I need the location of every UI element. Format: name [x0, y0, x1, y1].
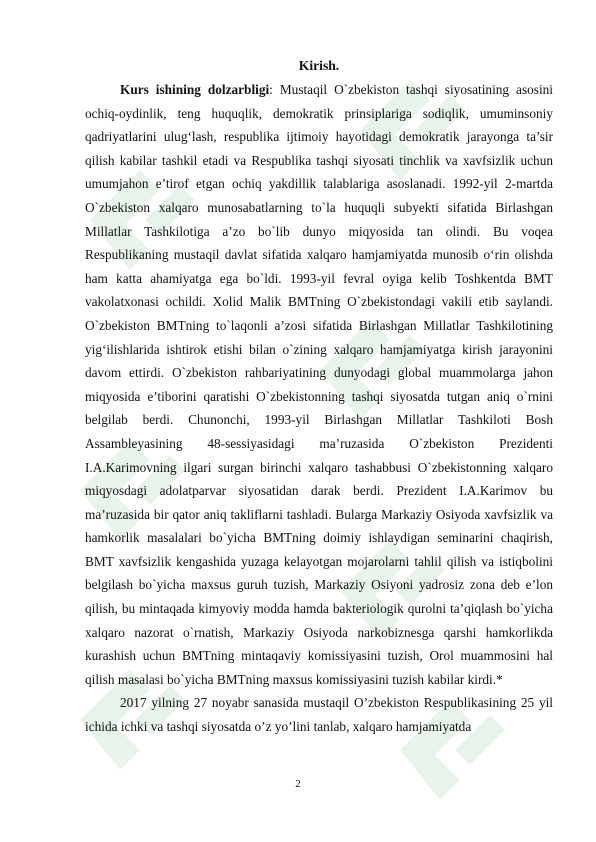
paragraph	[85, 691, 553, 738]
paragraph-lead: Kurs ishining dolzarbligi	[120, 82, 270, 97]
paragraph-text: Mustaqil O`zbekiston tashqi siyosatining asosini ochiq-oydinlik, teng huquqlik, demokratik prinsiplariga sodiqlik, umuminsoniy qadriyatlarini ulug‘lash, respublika ijtimoiy hayotidagi demokratik jarayonga ta’sir qilish kabilar tashkil etadi va Respublika tashqi siyosati tinchlik va xavfsizlik uchun umumjahon e’tirof etgan ochiq yakdillik talablariga asoslanadi. 1992-yil 2-martda O`zbekiston xalqaro munosabatlarning to`la huquqli subyekti sifatida Birlashgan Millatlar Tashkilotiga a’zo bo`lib dunyo miqyosida tan olindi. Bu voqea Respublikaning mustaqil davlat sifatida xalqaro hamjamiyatda munosib o‘rin olishda ham katta ahamiyatga ega bo`ldi. 1993-yil fevral oyiga kelib Toshkentda BMT vakolatxonasi ochildi. Xolid Malik BMTning O`zbekistondagi vakili etib saylandi. O`zbekiston BMTning to`laqonli a’zosi sifatida Birlashgan Millatlar Tashkilotining yig‘ilishlarida ishtirok etishi bilan o`zining xalqaro hamjamiyatga kirish jarayonini davom ettirdi. O`zbekiston rahbariyatining dunyodagi global muammolarga jahon miqyosida e’tiborini qaratishi O`zbekistonning tashqi siyosatda tutgan aniq o`rnini belgilab berdi. Chunonchi, 1993-yil Birlashgan Millatlar Tashkiloti Bosh Assambleyasining 48-sessiyasidagi ma’ruzasida O`zbekiston Prezidenti I.A.Karimovning ilgari surgan birinchi xalqaro tashabbusi O`zbekistonning xalqaro miqyosdagi adolatparvar siyosatidan darak berdi. Prezident I.A.Karimov bu ma’ruzasida bir qator aniq takliflarni tashladi. Bularga Markaziy Osiyoda xavfsizlik va hamkorlik masalalari bo`yicha BMTning doimiy ishlaydigan seminarini chaqirish, BMT xavfsizlik kengashida yuzaga kelayotgan mojarolarni tahlil qilish va istiqbolini belgilash bo`yicha maxsus guruh tuzish, Markaziy Osiyoni yadrosiz zona deb e’lon qilish, bu mintaqada kimyoviy modda hamda bakteriologik qurolni ta’qiqlash bo`yicha xalqaro nazorat o`rnatish, Markaziy Osiyoda narkobiznesga qarshi hamkorlikda kurashish uchun BMTning mintaqaviy komissiyasini tuzish, Orol muammosini hal qilish masalasi bo`yicha BMTning maxsus komissiyasini tuzish kabilar kirdi.*	[85, 82, 553, 687]
document-body	[85, 56, 553, 739]
page-number: 2	[295, 778, 301, 790]
paragraph-lead-suffix: :	[269, 82, 280, 97]
paragraph-text: 2017 yilning 27 noyabr sanasida mustaqil O’zbekiston Respublikasining 25 yil ichida ichki va tashqi siyosatda o’z yo’lini tanlab, xalqaro hamjamiyatda	[85, 695, 553, 735]
paragraph	[85, 78, 553, 691]
section-title: Kirish.	[298, 58, 340, 73]
